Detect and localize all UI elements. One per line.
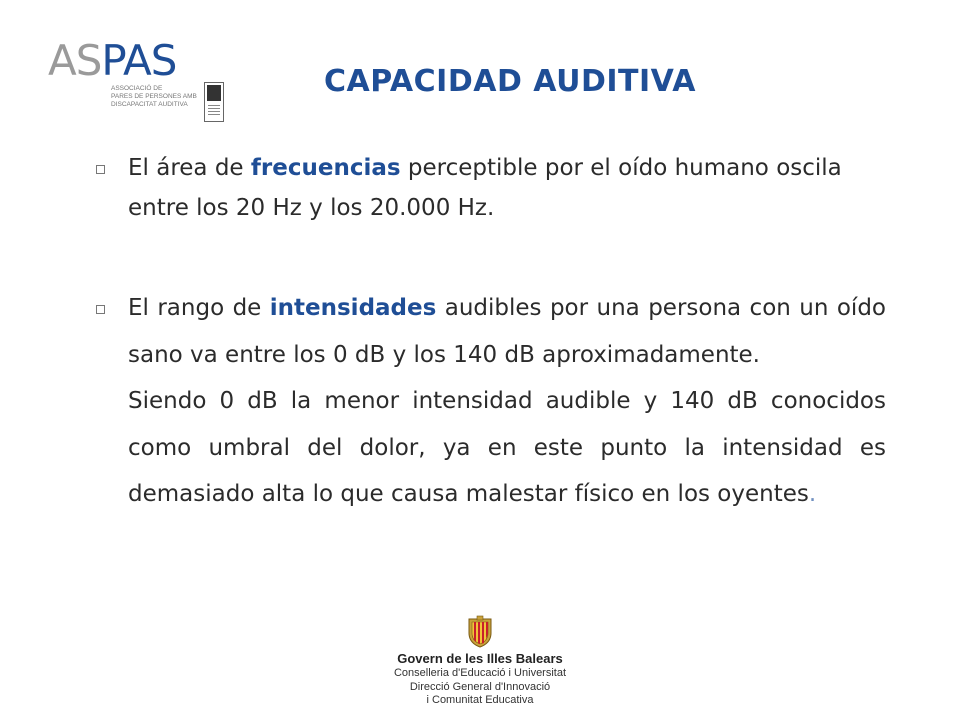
- footer-line: Direcció General d'Innovació: [409, 680, 551, 693]
- bullet-text: [128, 148, 886, 228]
- logo-as: AS: [48, 36, 102, 85]
- bullet-text-pre: El área de: [128, 155, 251, 181]
- bullet-text-pre: El rango de: [128, 295, 270, 321]
- bullet-paragraph-extra: [128, 378, 886, 518]
- footer-line: Conselleria d'Educació i Universitat: [393, 667, 567, 679]
- logo-caption-line: PARES DE PERSONES AMB: [111, 93, 197, 100]
- logo-caption-line: DISCAPACITAT AUDITIVA: [111, 101, 188, 108]
- bullet-keyword: frecuencias: [250, 155, 401, 181]
- bullet-paragraph: [128, 285, 886, 378]
- logo-pas: PAS: [101, 36, 177, 85]
- government-footer: [360, 615, 600, 708]
- bullet-text-post: audibles por una persona con un oído sano va entre los 0 dB y los 140 dB aproximadamente.: [128, 295, 886, 368]
- government-name: Govern de les Illes Balears: [397, 651, 563, 666]
- bullet-keyword: intensidades: [269, 295, 437, 321]
- bullet-text-post: perceptible por el oído humano oscila entre los 20 Hz y los 20.000 Hz.: [128, 155, 842, 221]
- bullet-square-icon: [96, 305, 105, 314]
- certification-badge-icon: [204, 82, 224, 122]
- bullet-square-icon: [96, 165, 105, 174]
- bullet-extra-text: Siendo 0 dB la menor intensidad audible y 140 dB conocidos como umbral del dolor, ya en este punto la intensidad es demasiado alta lo que causa malestar físico en los oyentes: [128, 388, 886, 507]
- footer-line: i Comunitat Educativa: [426, 694, 534, 706]
- aspas-logo: [48, 38, 228, 138]
- logo-wordmark: [48, 38, 176, 84]
- bullet-text: [128, 285, 886, 518]
- bullet-intensities: [96, 285, 886, 518]
- bullet-extra-end: .: [808, 481, 817, 507]
- bullet-frequencies: [96, 148, 886, 228]
- balearic-coat-of-arms-icon: [463, 615, 497, 649]
- page-title-text: CAPACIDAD AUDITIVA: [323, 64, 697, 99]
- logo-caption-line: ASSOCIACIÓ DE: [111, 85, 163, 92]
